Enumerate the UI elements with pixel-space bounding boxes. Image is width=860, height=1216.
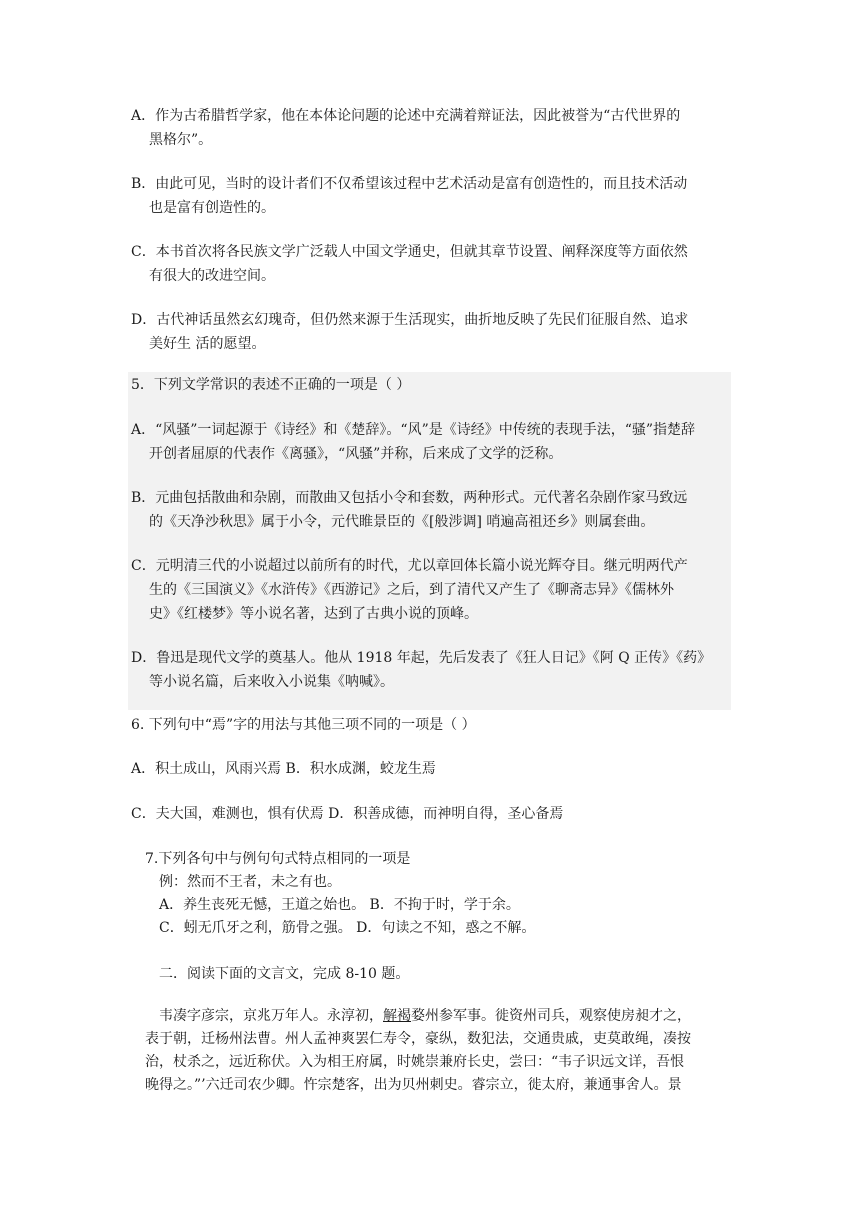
option-b-line1: B．由此可见，当时的设计者们不仅希望该过程中艺术活动是富有创造性的，而且技术活动: [131, 176, 688, 192]
passage-line-2: 表于朝，迁杨州法曹。州人孟神爽罢仁寿令，豪纵，数犯法，交通贵戚，吏莫敢绳，凑按: [145, 1031, 691, 1047]
passage-line-4: 晚得之。”’六迁司农少卿。忤宗楚客，出为贝州刺史。睿宗立，徙太府，兼通事舍人。景: [145, 1077, 682, 1093]
option-a-line2: 黑格尔”。: [149, 132, 213, 148]
passage-line-1: [145, 1005, 733, 1028]
q5-option-c-line3: 史》《红楼梦》等小说名著，达到了古典小说的顶峰。: [149, 606, 478, 622]
option-a: [131, 104, 731, 152]
q5-option-c-line2: 生的《三国演义》《水浒传》《西游记》之后，到了清代又产生了《聊斋志异》《儒林外: [149, 582, 674, 598]
passage-line-3: 治，杖杀之，远近称伏。入为相王府属，时姚崇兼府长史，尝曰：“韦子识远文详，吾恨: [145, 1054, 685, 1070]
passage-line-1-a: 韦凑字彦宗，京兆万年人。永淳初，: [159, 1008, 383, 1024]
q5-option-c: [131, 554, 731, 626]
q5-option-b-line1: B．元曲包括散曲和杂剧，而散曲又包括小令和套数，两种形式。元代著名杂剧作家马致远: [131, 490, 688, 506]
q5-option-b: [131, 486, 731, 534]
underlined-term: 解褐: [383, 1008, 411, 1024]
option-d-line1: D．古代神话虽然玄幻瑰奇，但仍然来源于生活现实，曲折地反映了先民们征服自然、追求: [131, 312, 689, 328]
passage-line-1-b: 婺州参军事。徙资州司兵，观察使房昶才之，: [411, 1008, 691, 1024]
q5-option-a-line2: 开创者屈原的代表作《离骚》，“风骚”并称，后来成了文学的泛称。: [149, 446, 563, 462]
option-d-line2: 美好生 活的愿望。: [149, 336, 266, 352]
section-2-heading: 二．阅读下面的文言文，完成 8-10 题。: [159, 966, 410, 982]
question-7-row2: C．蚓无爪牙之利，筋骨之强。 D．句读之不知，惑之不解。: [159, 920, 536, 936]
option-a-line1: A．作为古希腊哲学家，他在本体论问题的论述中充满着辩证法，因此被誉为“古代世界的: [131, 108, 681, 124]
question-6-stem: 6. 下列句中“焉”字的用法与其他三项不同的一项是（ ）: [131, 717, 476, 733]
question-5-stem: 5．下列文学常识的表述不正确的一项是（ ）: [131, 377, 411, 393]
q5-option-d-line1: D．鲁迅是现代文学的奠基人。他从 1918 年起，先后发表了《狂人日记》《阿 Q 正传》《药》: [131, 650, 712, 666]
q5-option-d-line2: 等小说名篇，后来收入小说集《呐喊》。: [149, 674, 394, 690]
option-b: [131, 172, 731, 220]
option-d: [131, 308, 731, 356]
question-7-example: 例：然而不王者，未之有也。: [159, 874, 341, 890]
question-7-stem: 7.下列各句中与例句句式特点相同的一项是: [145, 851, 411, 867]
question-6-row1: A．积土成山，风雨兴焉 B．积水成渊，蛟龙生焉: [131, 761, 436, 777]
q5-option-a: [131, 418, 731, 466]
q5-option-d: [131, 646, 731, 694]
q5-option-c-line1: C．元明清三代的小说超过以前所有的时代，尤以章回体长篇小说光辉夺目。继元明两代产: [131, 558, 688, 574]
q5-option-b-line2: 的《天净沙秋思》属于小令，元代睢景臣的《[般涉调] 哨遍高祖还乡》则属套曲。: [149, 514, 655, 530]
passage: [145, 1005, 733, 1097]
option-c-line2: 有很大的改进空间。: [149, 268, 275, 284]
question-6-row2: C．夫大国，难测也，惧有伏焉 D．积善成德，而神明自得，圣心备焉: [131, 806, 564, 822]
option-c: [131, 240, 731, 288]
q5-option-a-line1: A．“风骚”一词起源于《诗经》和《楚辞》。“风”是《诗经》中传统的表现手法，“骚”指楚辞: [131, 422, 696, 438]
option-c-line1: C．本书首次将各民族文学广泛载人中国文学通史，但就其章节设置、阐释深度等方面依然: [131, 244, 688, 260]
question-7-row1: A．养生丧死无憾，王道之始也。 B．不拘于时，学于余。: [159, 897, 520, 913]
option-b-line2: 也是富有创造性的。: [149, 200, 275, 216]
